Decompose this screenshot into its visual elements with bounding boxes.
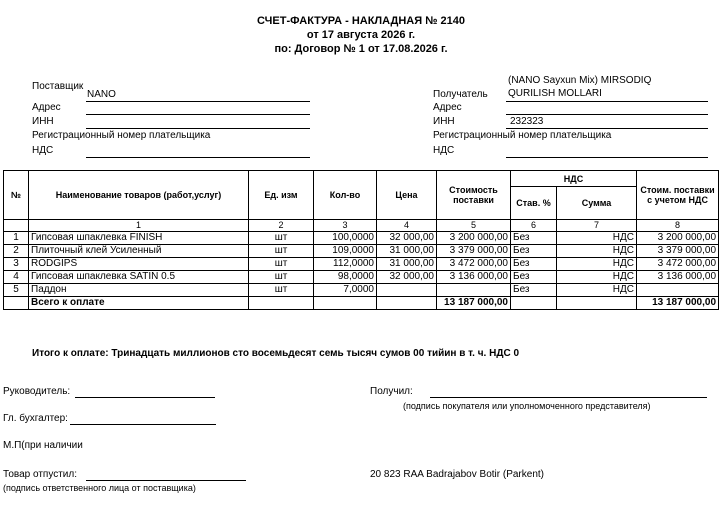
header-num: № (4, 171, 29, 220)
row-nds-sum: НДС (557, 232, 637, 245)
stamp-label: М.П(при наличии (3, 440, 83, 451)
total-row-empty (377, 297, 437, 310)
header-unit: Ед. изм (249, 171, 314, 220)
row-unit: шт (249, 271, 314, 284)
row-name: RODGIPS (29, 258, 249, 271)
header-qty: Кол-во (314, 171, 377, 220)
row-cost (437, 284, 511, 297)
header-nds-sum: Сумма (557, 187, 637, 220)
supplier-inn-label: ИНН (32, 116, 54, 127)
row-qty: 100,0000 (314, 232, 377, 245)
table-row (4, 271, 719, 284)
column-numbers-row (4, 220, 719, 232)
supplier-reg-label: Регистрационный номер плательщика (32, 130, 211, 141)
row-qty: 112,0000 (314, 258, 377, 271)
row-name: Гипсовая шпаклевка FINISH (29, 232, 249, 245)
row-unit: шт (249, 258, 314, 271)
row-num: 2 (4, 245, 29, 258)
document-date: от 17 августа 2026 г. (306, 29, 416, 41)
supplier-name-line (86, 101, 310, 102)
row-price: 32 000,00 (377, 271, 437, 284)
row-unit: шт (249, 245, 314, 258)
recipient-label: Получатель (433, 89, 488, 100)
table-row (4, 245, 719, 258)
recipient-inn-line (506, 128, 708, 129)
header-total: Стоим. поставки с учетом НДС (637, 171, 719, 220)
row-cost: 3 472 000,00 (437, 258, 511, 271)
supplier-nds-line (86, 157, 310, 158)
row-name: Гипсовая шпаклевка SATIN 0.5 (29, 271, 249, 284)
released-label: Товар отпустил: (3, 469, 77, 480)
total-in-words: Итого к оплате: Тринадцать миллионов сто восемьдесят семь тысяч сумов 00 тийин в т. ч. НДС 0 (32, 348, 520, 359)
director-signature-line (75, 397, 215, 398)
row-nds-rate: Без (511, 258, 557, 271)
table-row (4, 284, 719, 297)
header-name: Наименование товаров (работ,услуг) (29, 171, 249, 220)
column-number: 8 (637, 220, 719, 232)
row-total (637, 284, 719, 297)
total-row-empty (511, 297, 557, 310)
row-price (377, 284, 437, 297)
row-total: 3 379 000,00 (637, 245, 719, 258)
column-number: 1 (29, 220, 249, 232)
total-row-empty (4, 297, 29, 310)
column-number: 7 (557, 220, 637, 232)
recipient-inn-label: ИНН (433, 116, 455, 127)
row-nds-rate: Без (511, 271, 557, 284)
header-nds: НДС (511, 171, 637, 187)
row-nds-sum: НДС (557, 271, 637, 284)
accountant-label: Гл. бухгалтер: (3, 413, 68, 424)
total-row-empty (249, 297, 314, 310)
row-name: Паддон (29, 284, 249, 297)
total-label: Всего к оплате (29, 297, 249, 310)
supplier-address-line (86, 114, 310, 115)
total-with-nds: 13 187 000,00 (637, 297, 719, 310)
row-qty: 109,0000 (314, 245, 377, 258)
total-cost: 13 187 000,00 (437, 297, 511, 310)
row-nds-sum: НДС (557, 258, 637, 271)
column-number: 5 (437, 220, 511, 232)
header-price: Цена (377, 171, 437, 220)
total-row (4, 297, 719, 310)
supplier-address-label: Адрес (32, 102, 61, 113)
proxy-text: 20 823 RAA Badrajabov Botir (Parkent) (370, 469, 544, 480)
received-label: Получил: (370, 386, 413, 397)
row-num: 1 (4, 232, 29, 245)
row-cost: 3 200 000,00 (437, 232, 511, 245)
row-total: 3 136 000,00 (637, 271, 719, 284)
row-price: 32 000,00 (377, 232, 437, 245)
row-total: 3 200 000,00 (637, 232, 719, 245)
document-contract: по: Договор № 1 от 17.08.2026 г. (274, 43, 448, 55)
column-number: 4 (377, 220, 437, 232)
invoice-table (3, 170, 719, 310)
row-price: 31 000,00 (377, 245, 437, 258)
recipient-nds-line (506, 157, 708, 158)
row-nds-rate: Без (511, 232, 557, 245)
recipient-inn: 232323 (510, 116, 544, 127)
recipient-name-line (506, 101, 708, 102)
row-nds-rate: Без (511, 284, 557, 297)
row-price: 31 000,00 (377, 258, 437, 271)
recipient-address-label: Адрес (433, 102, 462, 113)
column-number: 3 (314, 220, 377, 232)
document-title: СЧЕТ-ФАКТУРА - НАКЛАДНАЯ № 2140 (257, 15, 465, 27)
table-row (4, 232, 719, 245)
row-cost: 3 379 000,00 (437, 245, 511, 258)
received-signature-line (430, 397, 707, 398)
row-nds-sum: НДС (557, 284, 637, 297)
row-unit: шт (249, 284, 314, 297)
row-num: 4 (4, 271, 29, 284)
received-note: (подпись покупателя или уполномоченного представителя) (403, 401, 651, 411)
recipient-name-line1: (NANO Sayxun Mix) MIRSODIQ (508, 75, 652, 86)
row-name: Плиточный клей Усиленный (29, 245, 249, 258)
supplier-nds-label: НДС (32, 145, 54, 156)
supplier-label: Поставщик (32, 81, 84, 92)
recipient-name-line2: QURILISH MOLLARI (508, 88, 602, 99)
released-signature-line (86, 480, 246, 481)
supplier-inn-line (86, 128, 310, 129)
recipient-nds-label: НДС (433, 145, 455, 156)
header-nds-rate: Став. % (511, 187, 557, 220)
recipient-reg-label: Регистрационный номер плательщика (433, 130, 612, 141)
row-qty: 98,0000 (314, 271, 377, 284)
table-row (4, 258, 719, 271)
row-num: 3 (4, 258, 29, 271)
recipient-address-line (506, 114, 708, 115)
total-row-empty (314, 297, 377, 310)
released-note: (подпись ответственного лица от поставщика) (3, 483, 196, 493)
row-nds-rate: Без (511, 245, 557, 258)
header-cost: Стоимость поставки (437, 171, 511, 220)
column-number (4, 220, 29, 232)
director-label: Руководитель: (3, 386, 71, 397)
column-number: 2 (249, 220, 314, 232)
row-unit: шт (249, 232, 314, 245)
row-cost: 3 136 000,00 (437, 271, 511, 284)
row-total: 3 472 000,00 (637, 258, 719, 271)
supplier-name: NANO (87, 89, 116, 100)
accountant-signature-line (70, 424, 216, 425)
row-nds-sum: НДС (557, 245, 637, 258)
total-row-empty (557, 297, 637, 310)
row-num: 5 (4, 284, 29, 297)
column-number: 6 (511, 220, 557, 232)
row-qty: 7,0000 (314, 284, 377, 297)
